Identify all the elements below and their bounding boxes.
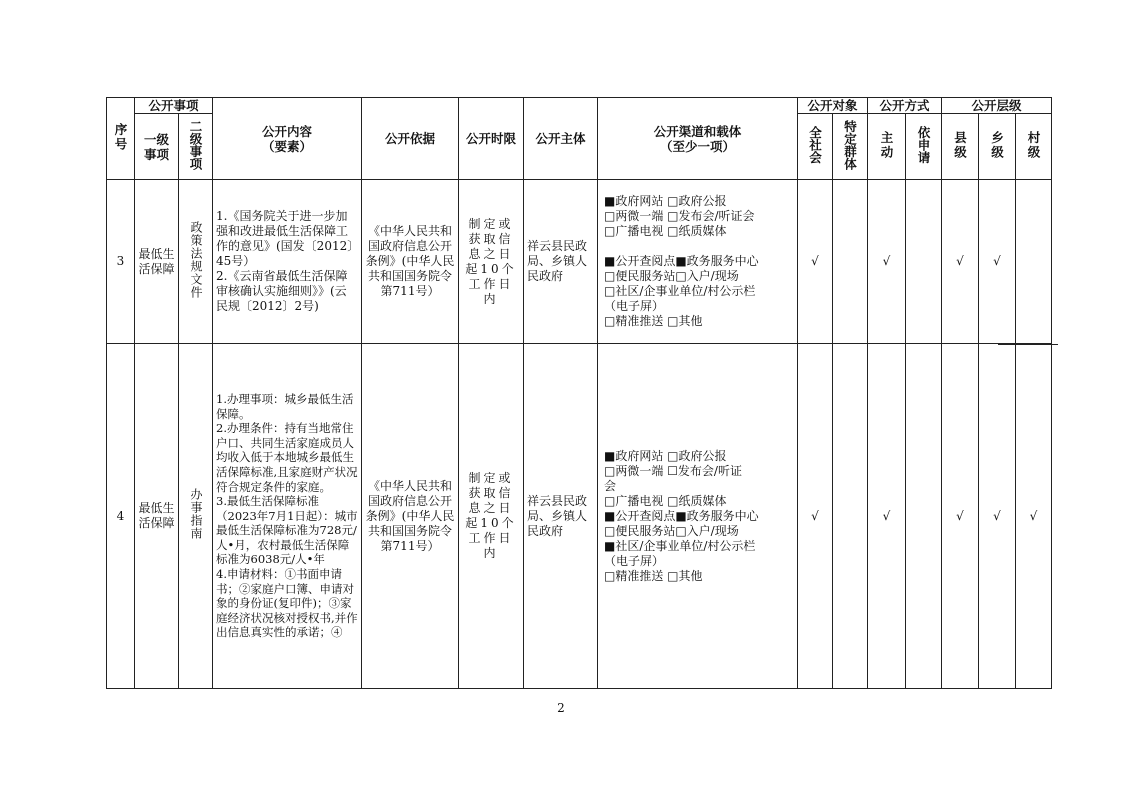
header-content: 公开内容 （要素） <box>213 98 362 180</box>
row-level2: 办事指南 <box>179 344 213 689</box>
row-seq: 4 <box>107 344 135 689</box>
header-method-request: 依申请 <box>906 114 942 180</box>
header-level-township: 乡级 <box>979 114 1016 180</box>
header-subject: 公开主体 <box>524 98 598 180</box>
header-channels: 公开渠道和载体 （至少一项） <box>598 98 798 180</box>
row-level2: 政策法规文件 <box>179 180 213 344</box>
channel-line: ■公开查阅点■政务服务中心 <box>604 508 759 523</box>
check-target-special <box>833 180 868 344</box>
row-channels <box>598 180 798 344</box>
channel-line: □精准推送 □其他 <box>604 568 703 583</box>
header-basis: 公开依据 <box>362 98 459 180</box>
channel-line: 会 <box>604 478 617 493</box>
channel-line: □便民服务站□入户/现场 <box>604 269 739 283</box>
header-group-items: 公开事项 <box>135 98 213 114</box>
channel-line: （电子屏） <box>604 553 665 568</box>
header-level-village: 村级 <box>1016 114 1052 180</box>
row-channels <box>598 344 798 689</box>
row-seq: 3 <box>107 180 135 344</box>
check-level-township: √ <box>979 344 1016 689</box>
channel-line: □广播电视 □纸质媒体 <box>604 493 727 508</box>
row-divider-extension <box>998 344 1058 345</box>
row-subject: 祥云县民政局、乡镇人民政府 <box>524 344 598 689</box>
header-level1: 一级事项 <box>135 114 179 180</box>
check-method-active: √ <box>868 344 906 689</box>
check-method-request <box>906 180 942 344</box>
channel-line: ■政府网站 □政府公报 <box>604 194 727 208</box>
row-content: 1.办理事项：城乡最低生活保障。 2.办理条件：持有当地常住户口、共同生活家庭成员人均收入低于本地城乡最低生活保障标准,且家庭财产状况符合规定条件的家庭。 3.最低生活保障标准（2023年7月1日起）：城市最低生活保障标准为728元/人•月，农村最低生活保障标准为6038元/人•年 4.申请材料：①书面申请书；②家庭户口簿、申请对象的身份证(复印件)；③家庭经济状况核对授权书,并作出信息真实性的承诺；④ <box>213 344 362 689</box>
header-time: 公开时限 <box>459 98 524 180</box>
row-basis: 《中华人民共和国政府信息公开条例》(中华人民共和国国务院令第711号） <box>362 344 459 689</box>
header-target-special: 特定群体 <box>833 114 868 180</box>
check-level-village <box>1016 180 1052 344</box>
row-subject: 祥云县民政局、乡镇人民政府 <box>524 180 598 344</box>
row-level1: 最低生活保障 <box>135 180 179 344</box>
channel-line: □精准推送 □其他 <box>604 314 703 328</box>
check-level-county: √ <box>942 344 979 689</box>
table-row <box>107 180 1052 344</box>
row-time: 制定或获取信息之日起10个工作日内 <box>459 344 524 689</box>
channel-line: ■公开查阅点■政务服务中心 <box>604 254 759 268</box>
page-number: 2 <box>557 701 565 715</box>
disclosure-table <box>106 97 1052 689</box>
check-level-township: √ <box>979 180 1016 344</box>
check-target-all: √ <box>798 344 833 689</box>
header-level-county: 县级 <box>942 114 979 180</box>
check-method-request <box>906 344 942 689</box>
header-target-all: 全社会 <box>798 114 833 180</box>
header-group-method: 公开方式 <box>868 98 942 114</box>
channel-line: □两微一端 □发布会/听证会 <box>604 209 755 223</box>
channel-line: □社区/企事业单位/村公示栏 <box>604 284 756 298</box>
row-basis: 《中华人民共和国政府信息公开条例》(中华人民共和国国务院令第711号） <box>362 180 459 344</box>
channel-line: □便民服务站□入户/现场 <box>604 523 739 538</box>
row-time: 制定或获取信息之日起10个工作日内 <box>459 180 524 344</box>
check-level-village: √ <box>1016 344 1052 689</box>
header-level2: 二级事项 <box>179 114 213 180</box>
header-seq: 序号 <box>107 98 135 180</box>
channel-line: （电子屏） <box>604 299 665 313</box>
channel-line: □两微一端 ☐发布会/听证 <box>604 463 742 478</box>
row-content: 1.《国务院关于进一步加强和改进最低生活保障工作的意见》(国发〔2012〕45号） 2.《云南省最低生活保障审核确认实施细则》》(云民规〔2012〕2号) <box>213 180 362 344</box>
channel-line: ■政府网站 □政府公报 <box>604 448 727 463</box>
table-row <box>107 344 1052 689</box>
channel-line: □广播电视 □纸质媒体 <box>604 224 727 238</box>
header-group-level: 公开层级 <box>942 98 1052 114</box>
check-target-special <box>833 344 868 689</box>
header-method-active: 主动 <box>868 114 906 180</box>
channel-line <box>604 239 791 254</box>
check-method-active: √ <box>868 180 906 344</box>
check-target-all: √ <box>798 180 833 344</box>
check-level-county: √ <box>942 180 979 344</box>
channel-line: ■社区/企事业单位/村公示栏 <box>604 538 756 553</box>
header-group-target: 公开对象 <box>798 98 868 114</box>
row-level1: 最低生活保障 <box>135 344 179 689</box>
